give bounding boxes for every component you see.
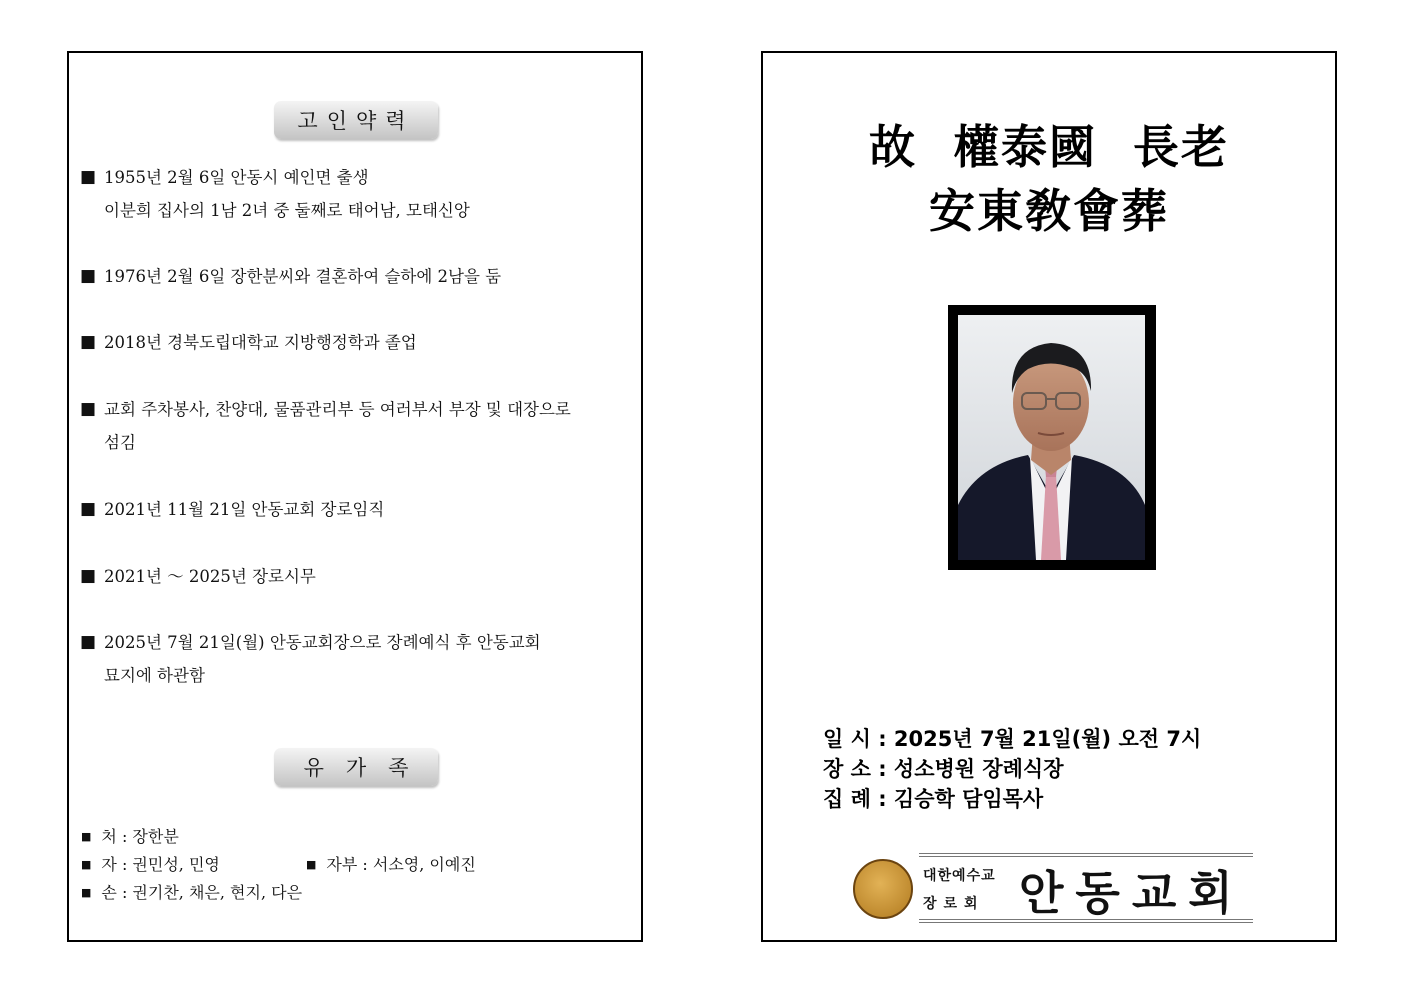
family-wife: 처 : 장한분 — [101, 827, 179, 846]
church-logo — [851, 851, 1261, 925]
logo-divider — [919, 919, 1253, 923]
career-line-continued: 이분희 집사의 1남 2녀 중 둘째로 태어남, 모태신앙 — [104, 201, 470, 220]
career-line: 2021년 ～ 2025년 장로시무 — [104, 567, 316, 586]
career-line-continued: 섬김 — [104, 433, 136, 452]
career-line: 2021년 11월 21일 안동교회 장로임직 — [104, 500, 385, 519]
right-page — [761, 51, 1337, 942]
career-line: 1976년 2월 6일 장한분씨와 결혼하여 슬하에 2남을 둠 — [104, 267, 502, 286]
square-bullet-icon: ■ — [81, 858, 92, 871]
career-section-title: 고인약력 — [274, 101, 438, 139]
square-bullet-icon: ■ — [81, 830, 92, 843]
career-item — [79, 326, 634, 359]
portrait-photo — [958, 315, 1145, 560]
funeral-officiant: 집 례 : 김승학 담임목사 — [823, 787, 1044, 811]
career-line: 교회 주차봉사, 찬양대, 물품관리부 등 여러부서 부장 및 대장으로 — [104, 400, 571, 419]
career-item — [79, 393, 634, 459]
career-item — [79, 260, 634, 293]
career-line-continued: 묘지에 하관함 — [104, 666, 205, 685]
family-row-children — [81, 851, 220, 881]
square-bullet-icon: ■ — [80, 566, 97, 586]
career-item — [79, 161, 634, 227]
funeral-type-title: 安東敎會葬 — [929, 184, 1169, 238]
family-daughters-in-law: 자부 : 서소영, 이예진 — [326, 855, 476, 874]
funeral-date: 일 시 : 2025년 7월 21일(월) 오전 7시 — [823, 727, 1202, 751]
portrait-frame — [948, 305, 1156, 570]
square-bullet-icon: ■ — [306, 858, 317, 871]
church-name: 안동교회 — [1019, 866, 1245, 920]
family-row-daughters-in-law — [306, 851, 476, 881]
career-item — [79, 493, 634, 526]
square-bullet-icon: ■ — [81, 886, 92, 899]
portrait-illustration — [958, 315, 1145, 560]
church-seal-icon — [853, 859, 913, 919]
square-bullet-icon: ■ — [80, 332, 97, 352]
family-section-title: 유가족 — [274, 748, 438, 786]
square-bullet-icon: ■ — [80, 499, 97, 519]
funeral-place: 장 소 : 성소병원 장례식장 — [823, 757, 1064, 781]
square-bullet-icon: ■ — [80, 167, 97, 187]
career-item — [79, 626, 634, 692]
career-item — [79, 560, 634, 593]
square-bullet-icon: ■ — [80, 632, 97, 652]
family-row-grandchildren — [81, 879, 302, 909]
denomination-label-2: 장로회 — [923, 896, 985, 912]
left-page — [67, 51, 643, 942]
family-grandchildren: 손 : 권기찬, 채은, 현지, 다은 — [101, 883, 303, 902]
career-line: 2018년 경북도립대학교 지방행정학과 졸업 — [104, 333, 417, 352]
denomination-label: 대한예수교 — [923, 868, 996, 884]
career-line: 1955년 2월 6일 안동시 예인면 출생 — [104, 168, 369, 187]
square-bullet-icon: ■ — [80, 399, 97, 419]
career-line: 2025년 7월 21일(월) 안동교회장으로 장례예식 후 안동교회 — [104, 633, 541, 652]
deceased-title: 故 權泰國 長老 — [868, 120, 1230, 174]
family-row-wife — [81, 823, 179, 853]
family-children: 자 : 권민성, 민영 — [101, 855, 220, 874]
square-bullet-icon: ■ — [80, 266, 97, 286]
